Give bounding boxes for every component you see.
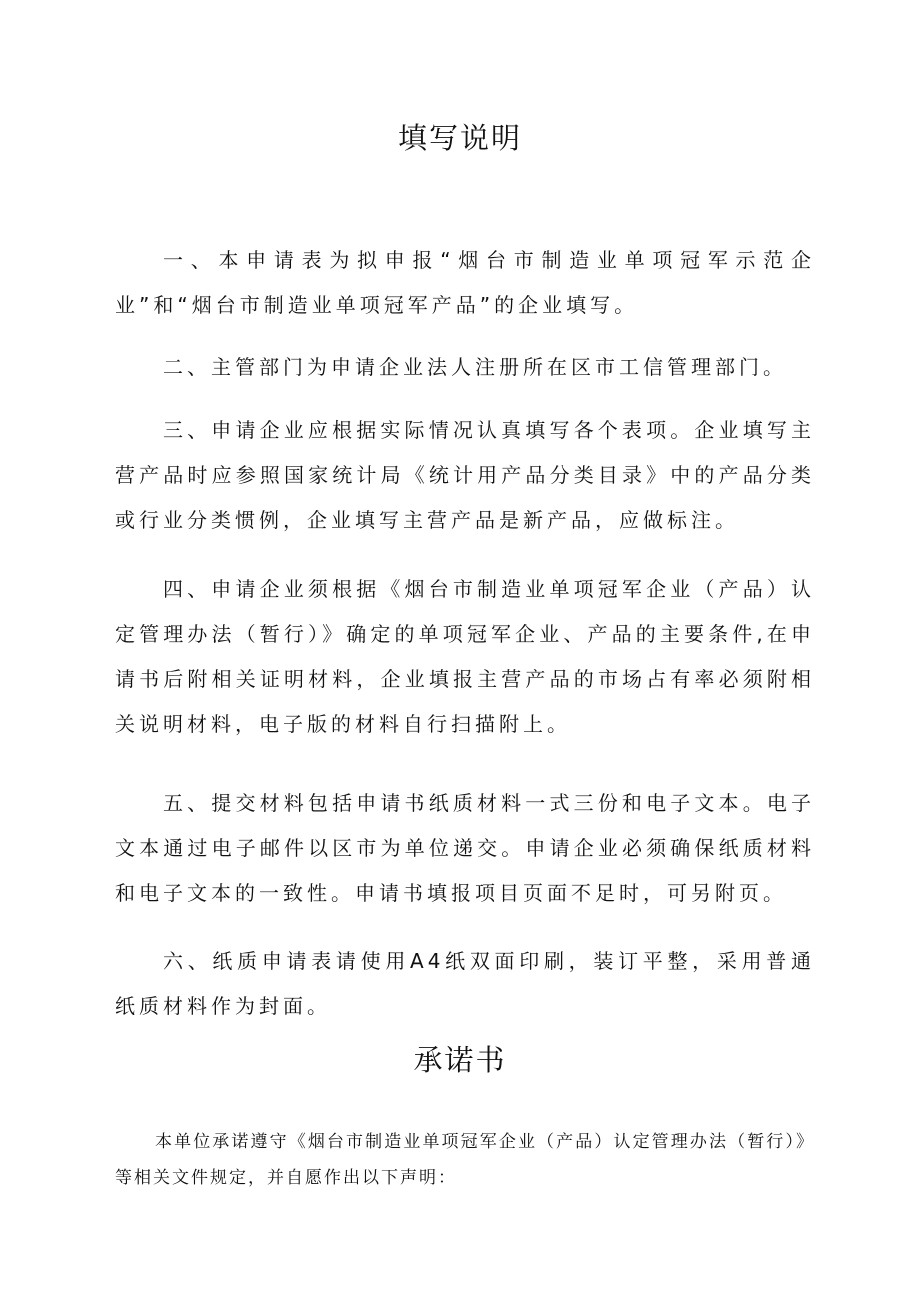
pledge-title: 承诺书 [413, 1043, 507, 1077]
instruction-paragraph-4: 四、申请企业须根据《烟台市制造业单项冠军企业（产品）认定管理办法（暂行）》确定的单项冠军企业、产品的主要条件,在申请书后附相关证明材料，企业填报主营产品的市场占有率必须附相关说明材料，电子版的材料自行扫描附上。 [115, 577, 815, 736]
instruction-paragraph-1: 一、本申请表为拟申报“烟台市制造业单项冠军示范企业”和“烟台市制造业单项冠军产品”的企业填写。 [115, 248, 815, 317]
instruction-paragraph-6: 六、纸质申请表请使用A4纸双面印刷，装订平整，采用普通纸质材料作为封面。 [115, 949, 815, 1018]
pledge-paragraph: 本单位承诺遵守《烟台市制造业单项冠军企业（产品）认定管理办法（暂行）》等相关文件规定，并自愿作出以下声明： [115, 1132, 815, 1188]
instruction-paragraph-2: 二、主管部门为申请企业法人注册所在区市工信管理部门。 [163, 355, 787, 379]
page-title: 填写说明 [397, 121, 522, 155]
instruction-paragraph-3: 三、申请企业应根据实际情况认真填写各个表项。企业填写主营产品时应参照国家统计局《统计用产品分类目录》中的产品分类或行业分类惯例，企业填写主营产品是新产品，应做标注。 [115, 418, 815, 532]
instruction-paragraph-5: 五、提交材料包括申请书纸质材料一式三份和电子文本。电子文本通过电子邮件以区市为单位递交。申请企业必须确保纸质材料和电子文本的一致性。申请书填报项目页面不足时，可另附页。 [115, 791, 815, 905]
